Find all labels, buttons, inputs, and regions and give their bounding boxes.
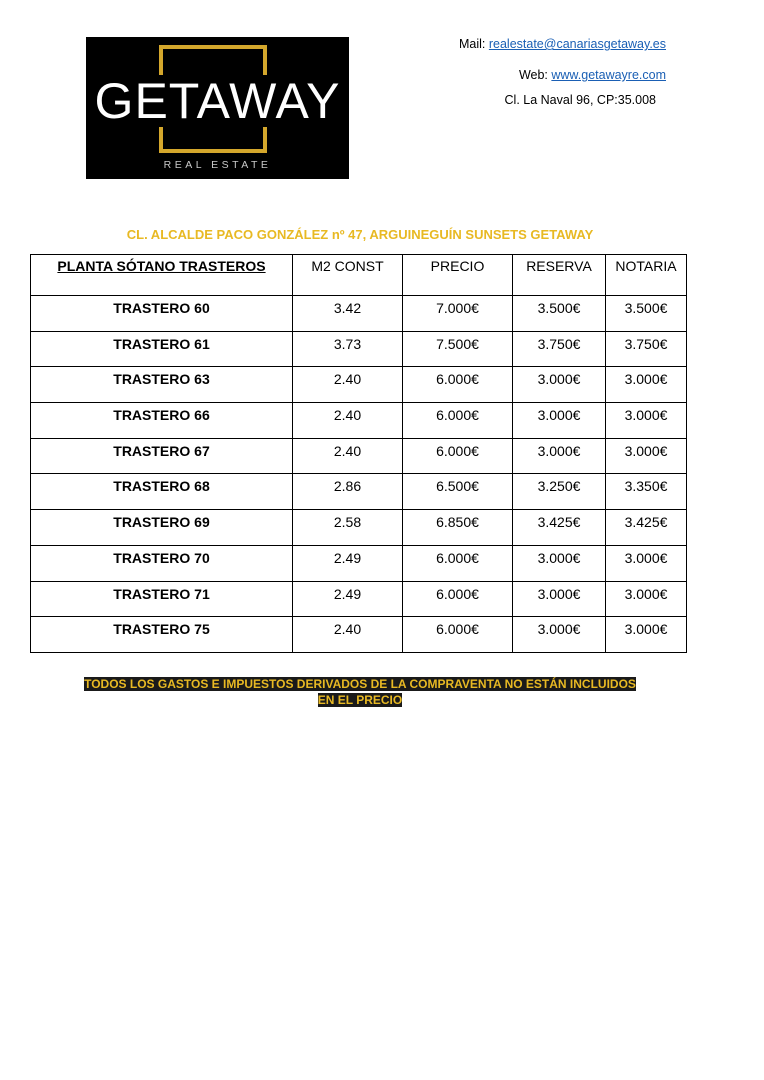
cell-notary: 3.750€ [606, 331, 687, 367]
header-price: PRECIO [403, 255, 513, 296]
cell-price: 6.000€ [403, 617, 513, 653]
cell-price: 6.000€ [403, 367, 513, 403]
table-row [31, 545, 687, 581]
cell-reserve: 3.000€ [513, 403, 606, 439]
cell-notary: 3.000€ [606, 545, 687, 581]
cell-price: 6.000€ [403, 403, 513, 439]
contact-mail [459, 37, 666, 51]
cell-m2: 2.40 [293, 438, 403, 474]
disclaimer-line-2 [0, 693, 720, 707]
cell-price: 6.000€ [403, 545, 513, 581]
contact-address: Cl. La Naval 96, CP:35.008 [504, 93, 656, 107]
cell-reserve: 3.000€ [513, 581, 606, 617]
table-row [31, 403, 687, 439]
cell-m2: 3.42 [293, 296, 403, 332]
cell-notary: 3.000€ [606, 367, 687, 403]
contact-web [519, 68, 666, 82]
cell-reserve: 3.000€ [513, 438, 606, 474]
cell-price: 6.500€ [403, 474, 513, 510]
table-row [31, 617, 687, 653]
table-row [31, 331, 687, 367]
table-row [31, 510, 687, 546]
cell-m2: 2.49 [293, 581, 403, 617]
cell-unit: TRASTERO 63 [31, 367, 293, 403]
table-header-row [31, 255, 687, 296]
cell-reserve: 3.750€ [513, 331, 606, 367]
cell-reserve: 3.000€ [513, 545, 606, 581]
cell-notary: 3.350€ [606, 474, 687, 510]
cell-price: 6.000€ [403, 581, 513, 617]
cell-price: 6.850€ [403, 510, 513, 546]
web-label: Web: [518, 68, 552, 82]
cell-m2: 2.86 [293, 474, 403, 510]
header-reserve: RESERVA [513, 255, 606, 296]
cell-unit: TRASTERO 75 [31, 617, 293, 653]
storage-price-table [30, 254, 687, 653]
table-row [31, 367, 687, 403]
table-row [31, 581, 687, 617]
logo-wordmark: GETAWAY [94, 73, 341, 129]
cell-notary: 3.000€ [606, 403, 687, 439]
cell-m2: 2.40 [293, 617, 403, 653]
cell-reserve: 3.000€ [513, 367, 606, 403]
cell-unit: TRASTERO 69 [31, 510, 293, 546]
cell-unit: TRASTERO 60 [31, 296, 293, 332]
cell-notary: 3.500€ [606, 296, 687, 332]
mail-label: Mail: [458, 37, 489, 51]
cell-m2: 2.49 [293, 545, 403, 581]
table-row [31, 474, 687, 510]
header-notary: NOTARIA [606, 255, 687, 296]
document-title: CL. ALCALDE PACO GONZÁLEZ nº 47, ARGUINEGUÍN SUNSETS GETAWAY [126, 227, 594, 242]
disclaimer-line-1 [0, 677, 720, 691]
disclaimer-text-1: TODOS LOS GASTOS E IMPUESTOS DERIVADOS DE LA COMPRAVENTA NO ESTÁN INCLUIDOS [84, 677, 636, 691]
cell-m2: 3.73 [293, 331, 403, 367]
cell-notary: 3.000€ [606, 581, 687, 617]
mail-link[interactable]: realestate@canariasgetaway.es [488, 37, 666, 51]
cell-notary: 3.000€ [606, 438, 687, 474]
table-row [31, 438, 687, 474]
cell-unit: TRASTERO 66 [31, 403, 293, 439]
table-row [31, 296, 687, 332]
cell-price: 7.000€ [403, 296, 513, 332]
logo-subtitle: REAL ESTATE [163, 159, 272, 171]
cell-unit: TRASTERO 71 [31, 581, 293, 617]
getaway-logo [86, 37, 349, 179]
cell-unit: TRASTERO 68 [31, 474, 293, 510]
cell-price: 6.000€ [403, 438, 513, 474]
cell-m2: 2.40 [293, 367, 403, 403]
cell-unit: TRASTERO 67 [31, 438, 293, 474]
cell-notary: 3.425€ [606, 510, 687, 546]
cell-m2: 2.58 [293, 510, 403, 546]
cell-reserve: 3.425€ [513, 510, 606, 546]
cell-price: 7.500€ [403, 331, 513, 367]
cell-reserve: 3.000€ [513, 617, 606, 653]
disclaimer-text-2: EN EL PRECIO [317, 693, 403, 707]
cell-reserve: 3.250€ [513, 474, 606, 510]
cell-m2: 2.40 [293, 403, 403, 439]
cell-unit: TRASTERO 61 [31, 331, 293, 367]
header-m2: M2 CONST [293, 255, 403, 296]
web-link[interactable]: www.getawayre.com [551, 68, 666, 82]
cell-reserve: 3.500€ [513, 296, 606, 332]
header-plant: PLANTA SÓTANO TRASTEROS [31, 255, 293, 296]
cell-notary: 3.000€ [606, 617, 687, 653]
cell-unit: TRASTERO 70 [31, 545, 293, 581]
